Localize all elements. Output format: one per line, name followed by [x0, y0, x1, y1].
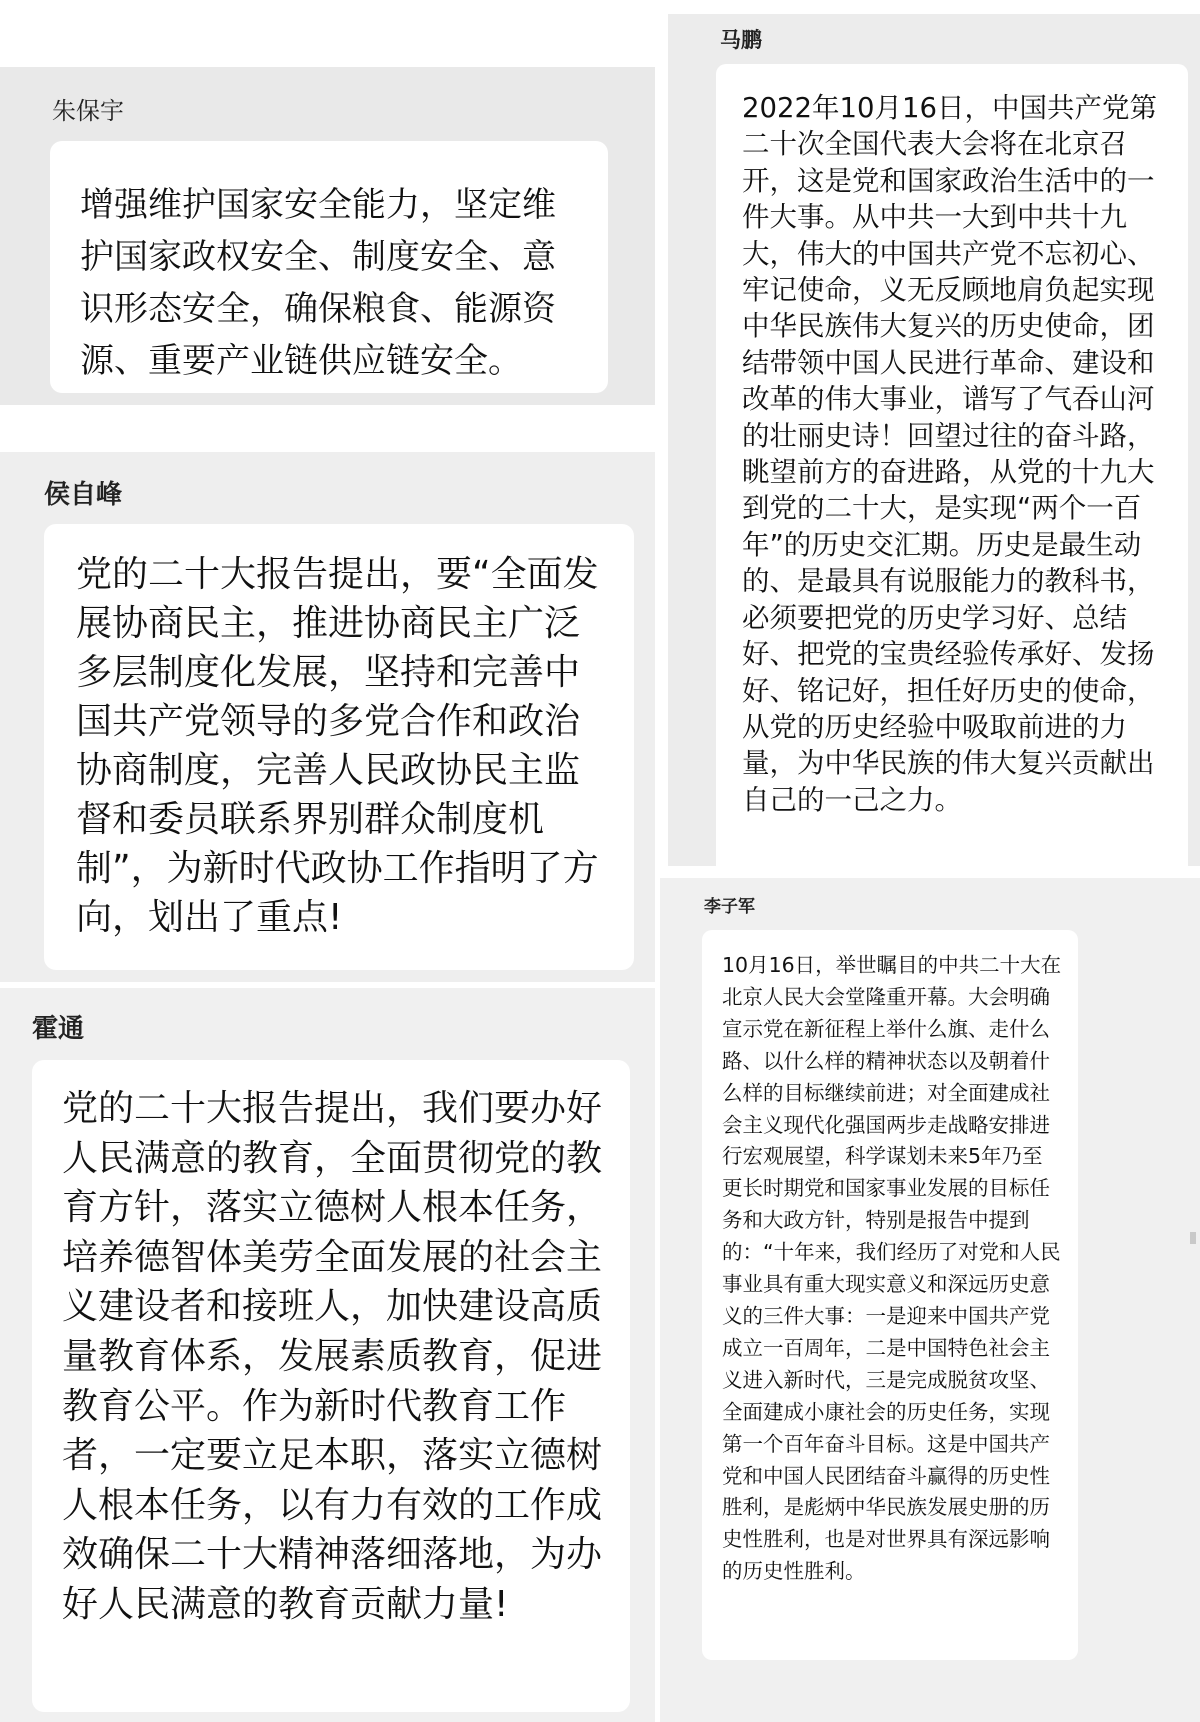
sender-name: 李子军	[704, 897, 755, 917]
scrollbar-thumb[interactable]	[1190, 1232, 1196, 1244]
sender-name: 霍通	[32, 1014, 85, 1044]
message-text: 2022年10月16日，中国共产党第二十次全国代表大会将在北京召开，这是党和国家政治生活中的一件大事。从中共一大到中共十九大，伟大的中国共产党不忘初心、牢记使命，义无反顾地肩负起实现中华民族伟大复兴的历史使命，团结带领中国人民进行革命、建设和改革的伟大事业，谱写了气吞山河的壮丽史诗！回望过往的奋斗路，眺望前方的奋进路，从党的十九大到党的二十大，是实现“两个一百年”的历史交汇期。历史是最生动的、是最具有说服能力的教科书，必须要把党的历史学习好、总结好、把党的宝贵经验传承好、发扬好、铭记好，担任好历史的使命，从党的历史经验中吸取前进的力量，为中华民族的伟大复兴贡献出自己的一己之力。	[742, 92, 1157, 816]
message-bubble[interactable]	[716, 64, 1188, 866]
sender-name: 朱保宇	[52, 97, 124, 125]
message-bubble[interactable]	[44, 524, 634, 970]
message-text: 党的二十大报告提出，要“全面发展协商民主，推进协商民主广泛多层制度化发展，坚持和完善中国共产党领导的多党合作和政治协商制度，完善人民政协民主监督和委员联系界别群众制度机制”，为新时代政协工作指明了方向，划出了重点!	[76, 554, 599, 938]
chat-panel-huo-tong	[0, 988, 655, 1722]
message-bubble[interactable]	[50, 141, 608, 393]
chat-panel-li-zijun	[660, 878, 1200, 1722]
sender-name: 马鹏	[720, 28, 762, 52]
message-text: 党的二十大报告提出，我们要办好人民满意的教育，全面贯彻党的教育方针，落实立德树人根本任务，培养德智体美劳全面发展的社会主义建设者和接班人，加快建设高质量教育体系，发展素质教育，促进教育公平。作为新时代教育工作者，一定要立足本职，落实立德树人根本任务，以有力有效的工作成效确保二十大精神落细落地，为办好人民满意的教育贡献力量!	[62, 1088, 603, 1625]
message-bubble[interactable]	[32, 1060, 630, 1712]
chat-panel-zhu-baoyu	[0, 67, 655, 405]
message-text: 增强维护国家安全能力，坚定维护国家政权安全、制度安全、意识形态安全，确保粮食、能源资源、重要产业链供应链安全。	[80, 185, 556, 381]
chat-panel-ma-peng	[668, 14, 1200, 866]
message-bubble[interactable]	[702, 930, 1078, 1660]
sender-name: 侯自峰	[44, 480, 123, 510]
chat-panel-hou-zifeng	[0, 452, 655, 982]
message-text: 10月16日，举世瞩目的中共二十大在北京人民大会堂隆重开幕。大会明确宣示党在新征程上举什么旗、走什么路、以什么样的精神状态以及朝着什么样的目标继续前进；对全面建成社会主义现代化强国两步走战略安排进行宏观展望，科学谋划未来5年乃至更长时期党和国家事业发展的目标任务和大政方针，特别是报告中提到的：“十年来，我们经历了对党和人民事业具有重大现实意义和深远历史意义的三件大事：一是迎来中国共产党成立一百周年，二是中国特色社会主义进入新时代，三是完成脱贫攻坚、全面建成小康社会的历史任务，实现第一个百年奋斗目标。这是中国共产党和中国人民团结奋斗赢得的历史性胜利，是彪炳中华民族发展史册的历史性胜利，也是对世界具有深远影响的历史性胜利。	[722, 953, 1062, 1584]
